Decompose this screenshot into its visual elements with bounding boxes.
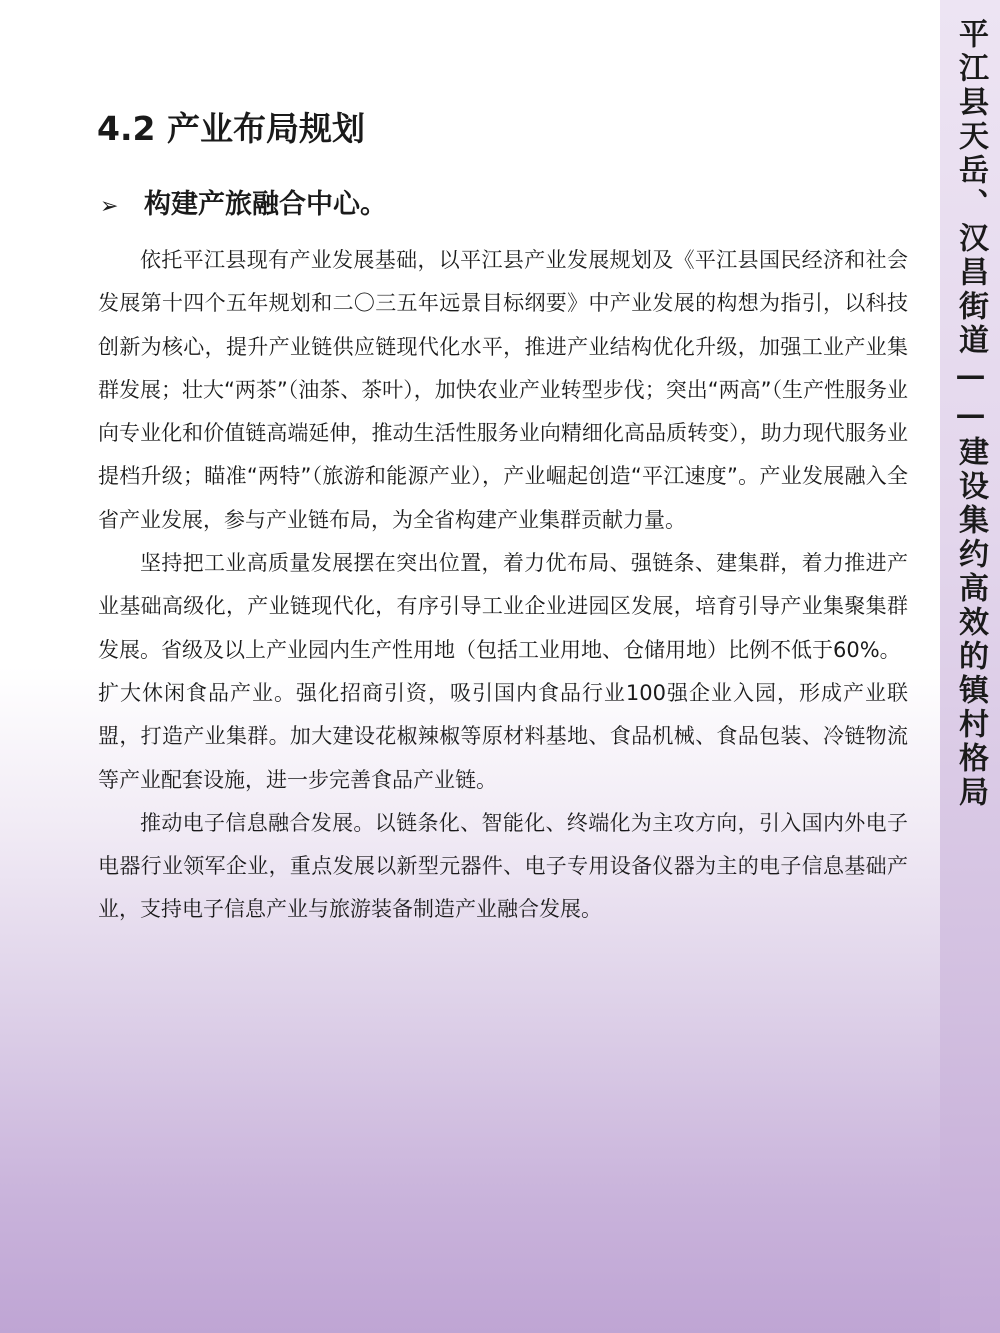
paragraph-industrial-development: 坚持把工业高质量发展摆在突出位置，着力优布局、强链条、建集群，着力推进产业基础高级化，产业链现代化，有序引导工业企业进园区发展，培育引导产业集聚集群发展。省级及以上产业园内生产性用地（包括工业用地、仓储用地）比例不低于60%。 <box>98 551 908 662</box>
paragraph-industry-foundation: 依托平江县现有产业发展基础，以平江县产业发展规划及《平江县国民经济和社会发展第十四个五年规划和二〇三五年远景目标纲要》中产业发展的构想为指引，以科技创新为核心，提升产业链供应链现代化水平，推进产业结构优化升级，加强工业产业集群发展；壮大“两茶”（油茶、茶叶），加快农业产业转型步伐；突出“两高”（生产性服务业向专业化和价值链高端延伸，推动生活性服务业向精细化高品质转变），助力现代服务业提档升级；瞄准“两特”（旅游和能源产业），产业崛起创造“平江速度”。产业发展融入全省产业发展，参与产业链布局，为全省构建产业集群贡献力量。 <box>98 248 909 532</box>
subsection-title: 构建产旅融合中心。 <box>144 189 387 220</box>
arrow-bullet-icon: ➢ <box>100 194 119 219</box>
paragraph-leisure-food: 扩大休闲食品产业。强化招商引资，吸引国内食品行业100强企业入园，形成产业联盟，打造产业集群。加大建设花椒辣椒等原材料基地、食品机械、食品包装、冷链物流等产业配套设施，进一步完善食品产业链。 <box>98 680 908 792</box>
subsection-heading <box>100 183 387 229</box>
section-title: 4.2 产业布局规划 <box>97 109 365 148</box>
side-band-title: 平江县天岳、汉昌街道——建设集约高效的镇村格局 <box>953 18 988 810</box>
paragraph-electronics: 推动电子信息融合发展。以链条化、智能化、终端化为主攻方向，引入国内外电子电器行业领军企业，重点发展以新型元器件、电子专用设备仪器为主的电子信息基础产业，支持电子信息产业与旅游装备制造产业融合发展。 <box>98 810 908 922</box>
side-band <box>940 0 1000 1333</box>
body-text <box>98 239 908 932</box>
